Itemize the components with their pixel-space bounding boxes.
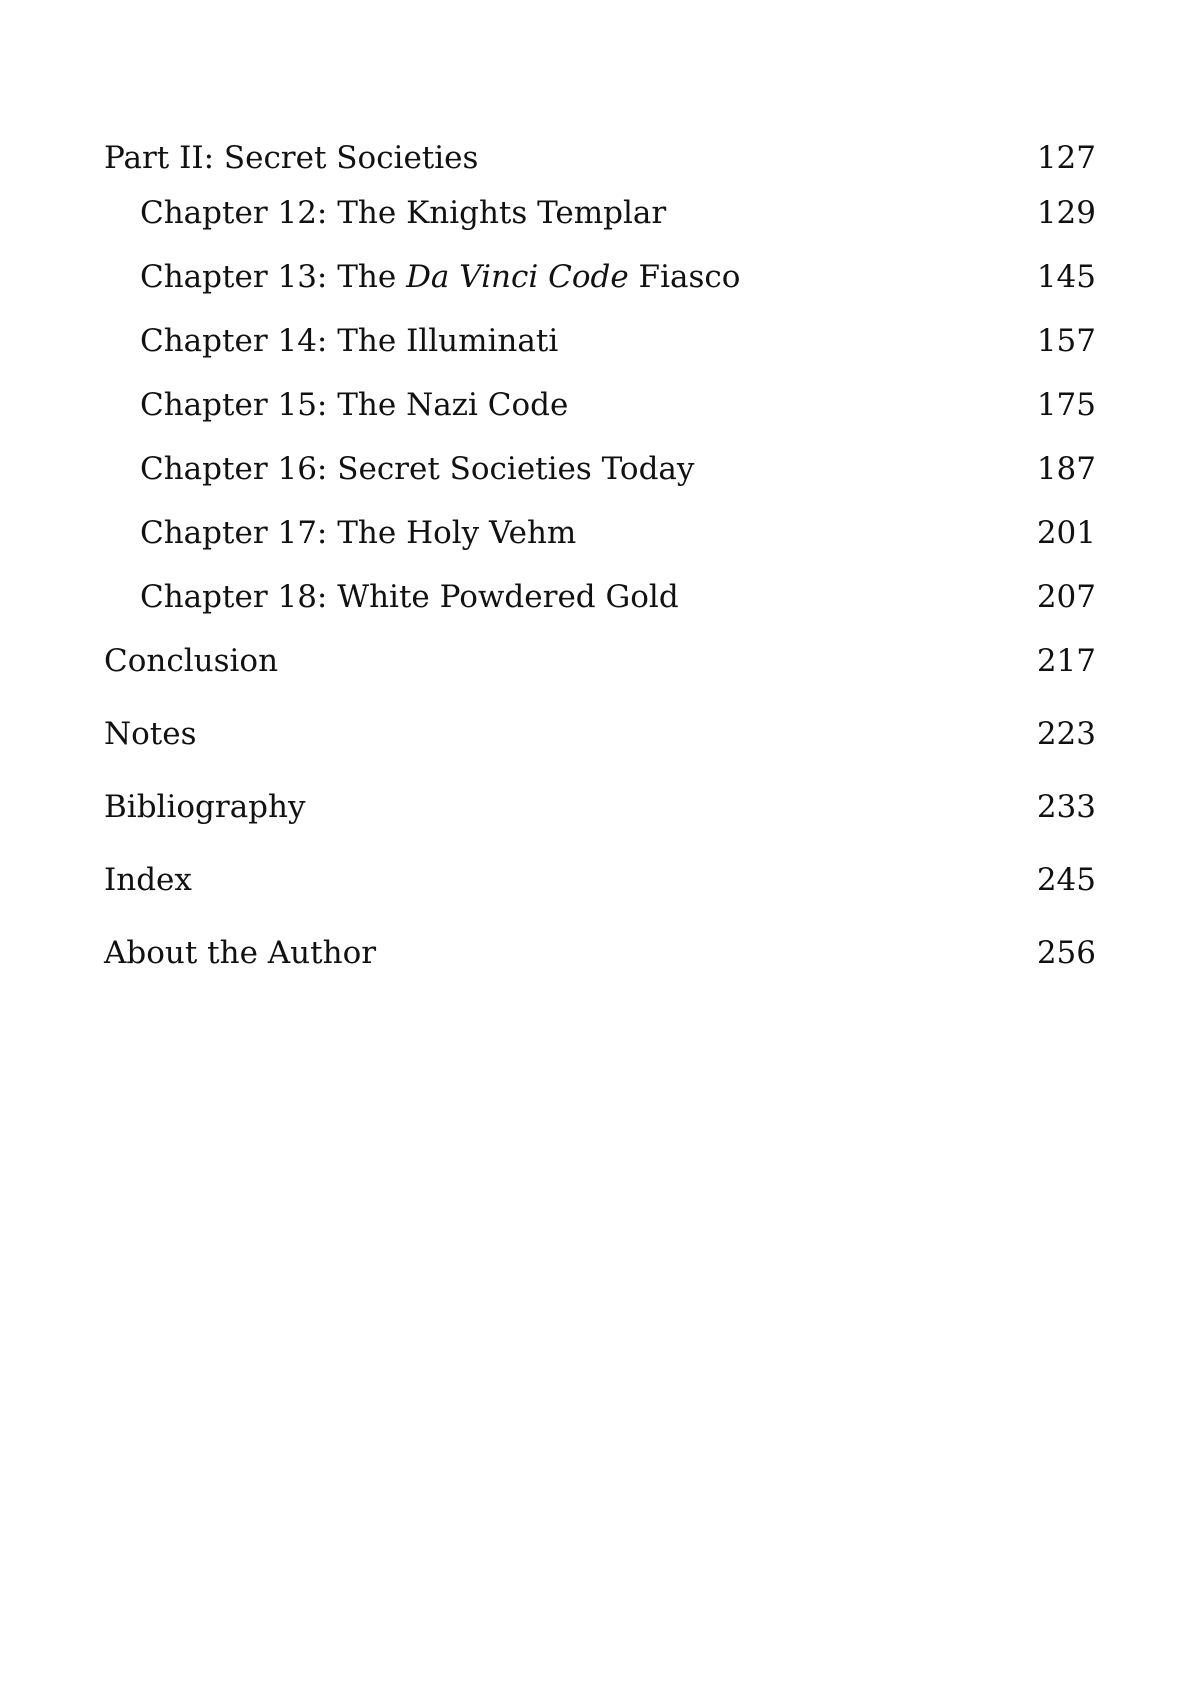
toc-chapter-entry [104,513,1096,553]
toc-chapter-entry [104,193,1096,233]
toc-entry-title-suffix: Fiasco [628,259,741,295]
toc-backmatter-entry [104,860,1096,900]
toc-entry-title: Index [104,862,192,898]
toc-backmatter-entry [104,933,1096,973]
toc-entry-page: 217 [1036,643,1096,679]
toc-entry-page: 207 [1036,579,1096,615]
toc-entry-page: 256 [1036,935,1096,971]
toc-entry-page: 175 [1036,387,1096,423]
toc-chapter-entry [104,385,1096,425]
toc-chapter-entry [104,577,1096,617]
toc-entry-page: 145 [1036,259,1096,295]
toc-entry-title: Bibliography [104,789,306,825]
toc-entry-page: 245 [1036,862,1096,898]
toc-entry-title: Chapter 15: The Nazi Code [140,387,569,423]
toc-entry-title: Chapter 18: White Powdered Gold [140,579,679,615]
toc-entry-page: 201 [1036,515,1096,551]
toc-entry-title: Chapter 16: Secret Societies Today [140,451,695,487]
toc-entry-title: About the Author [104,935,377,971]
toc-entry-title: Chapter 14: The Illuminati [140,323,559,359]
toc-chapter-entry [104,257,1096,297]
toc-entry-title: Chapter 12: The Knights Templar [140,195,667,231]
toc-entry-title-italic: Da Vinci Code [406,259,629,295]
toc-entry-title [140,257,740,297]
toc-entry-title: Chapter 17: The Holy Vehm [140,515,577,551]
toc-entry-title: Part II: Secret Societies [104,140,479,176]
toc-entry-page: 127 [1036,140,1096,176]
toc-backmatter-entry [104,714,1096,754]
toc-chapter-entry [104,449,1096,489]
table-of-contents [104,138,1096,1006]
toc-entry-page: 157 [1036,323,1096,359]
toc-backmatter-entry [104,641,1096,681]
toc-entry-title: Conclusion [104,643,279,679]
toc-entry-page: 129 [1036,195,1096,231]
toc-chapter-entry [104,321,1096,361]
toc-entry-page: 187 [1036,451,1096,487]
toc-entry-page: 233 [1036,789,1096,825]
toc-entry-page: 223 [1036,716,1096,752]
toc-backmatter-entry [104,787,1096,827]
toc-entry-title: Notes [104,716,197,752]
toc-part-entry [104,138,1096,178]
toc-entry-title-prefix: Chapter 13: The [140,259,407,295]
